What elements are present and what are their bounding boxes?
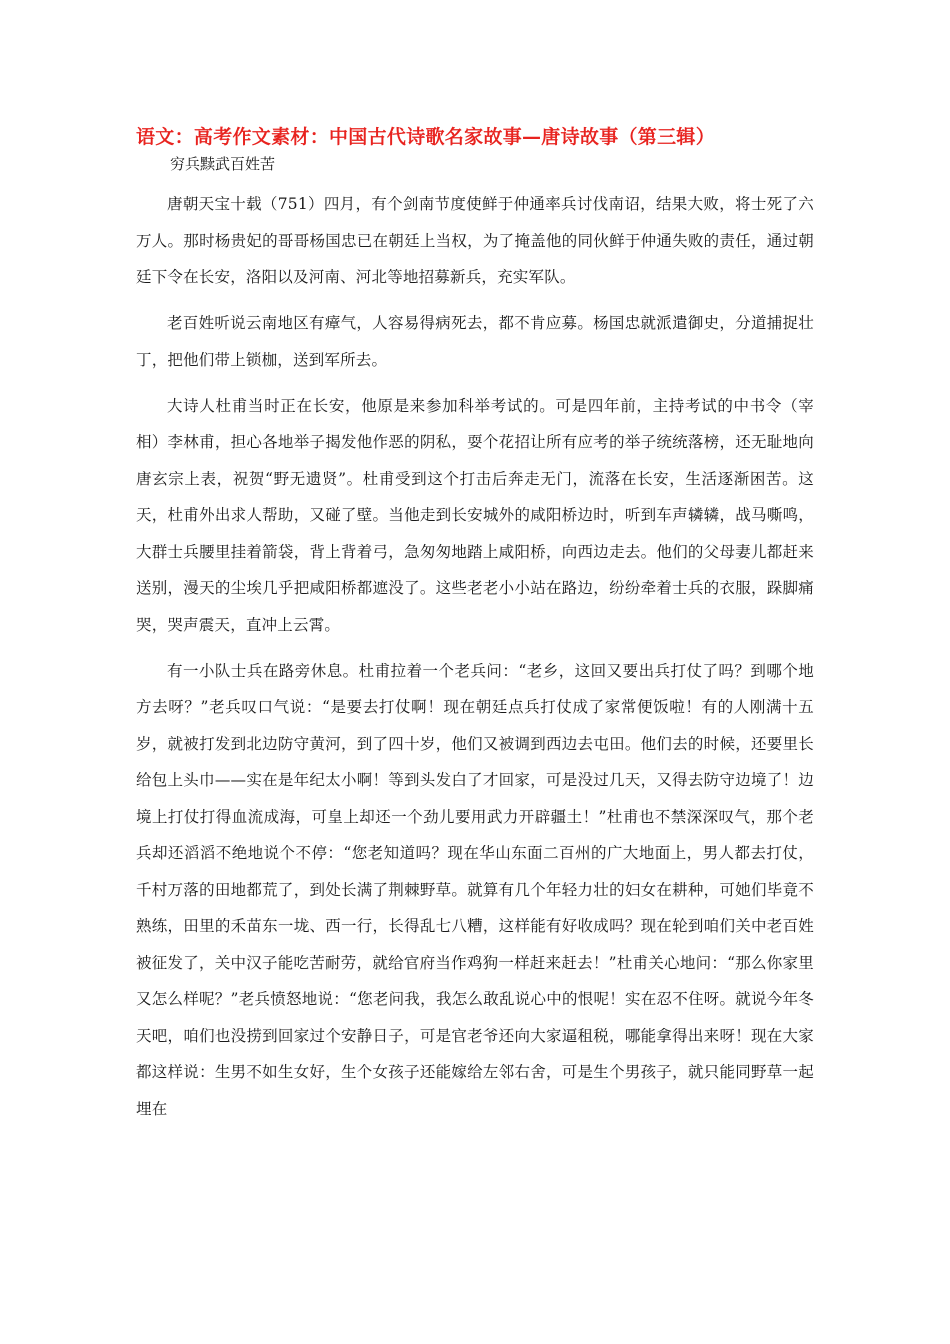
paragraph: 有一小队士兵在路旁休息。杜甫拉着一个老兵问：“老乡，这回又要出兵打仗了吗？到哪个地方去呀？”老兵叹口气说：“是要去打仗啊！现在朝廷点兵打仗成了家常便饭啦！有的人刚满十五岁，就被打发到北边防守黄河，到了四十岁，他们又被调到西边去屯田。他们去的时候，还要里长给包上头巾——实在是年纪太小啊！等到头发白了才回家，可是没过几天，又得去防守边境了！边境上打仗打得血流成海，可皇上却还一个劲儿要用武力开辟疆土！”杜甫也不禁深深叹气，那个老兵却还滔滔不绝地说个不停：“您老知道吗？现在华山东面二百州的广大地面上，男人都去打仗，千村万落的田地都荒了，到处长满了荆棘野草。就算有几个年轻力壮的妇女在耕种，可她们毕竟不熟练，田里的禾苗东一垅、西一行，长得乱七八糟，这样能有好收成吗？现在轮到咱们关中老百姓被征发了，关中汉子能吃苦耐劳，就给官府当作鸡狗一样赶来赶去！”杜甫关心地问：“那么你家里又怎么样呢？”老兵愤怒地说：“您老问我，我怎么敢乱说心中的恨呢！实在忍不住呀。就说今年冬天吧，咱们也没捞到回家过个安静日子，可是官老爷还向大家逼租税，哪能拿得出来呀！现在大家都这样说：生男不如生女好，生个女孩子还能嫁给左邻右舍，可是生个男孩子，就只能同野草一起埋在	[136, 661, 814, 1118]
document-body	[136, 186, 814, 1137]
story-subtitle: 穷兵黩武百姓苦	[170, 155, 276, 173]
paragraph: 唐朝天宝十载（751）四月，有个剑南节度使鲜于仲通率兵讨伐南诏，结果大败，将士死了六万人。那时杨贵妃的哥哥杨国忠已在朝廷上当权，为了掩盖他的同伙鲜于仲通失败的责任，通过朝廷下令在长安，洛阳以及河南、河北等地招募新兵，充实军队。	[136, 195, 814, 286]
paragraph: 大诗人杜甫当时正在长安，他原是来参加科举考试的。可是四年前，主持考试的中书令（宰相）李林甫，担心各地举子揭发他作恶的阴私，耍个花招让所有应考的举子统统落榜，还无耻地向唐玄宗上表，祝贺“野无遗贤”。杜甫受到这个打击后奔走无门，流落在长安，生活逐渐困苦。这天，杜甫外出求人帮助，又碰了壁。当他走到长安城外的咸阳桥边时，听到车声辚辚，战马嘶鸣，大群士兵腰里挂着箭袋，背上背着弓，急匆匆地踏上咸阳桥，向西边走去。他们的父母妻儿都赶来送别，漫天的尘埃几乎把咸阳桥都遮没了。这些老老小小站在路边，纷纷牵着士兵的衣服，跺脚痛哭，哭声震天，直冲上云霄。	[136, 396, 814, 634]
paragraph: 老百姓听说云南地区有瘴气，人容易得病死去，都不肯应募。杨国忠就派遣御史，分道捕捉壮丁，把他们带上锁枷，送到军所去。	[136, 314, 814, 369]
document-title: 语文：高考作文素材：中国古代诗歌名家故事—唐诗故事（第三辑）	[136, 126, 716, 148]
